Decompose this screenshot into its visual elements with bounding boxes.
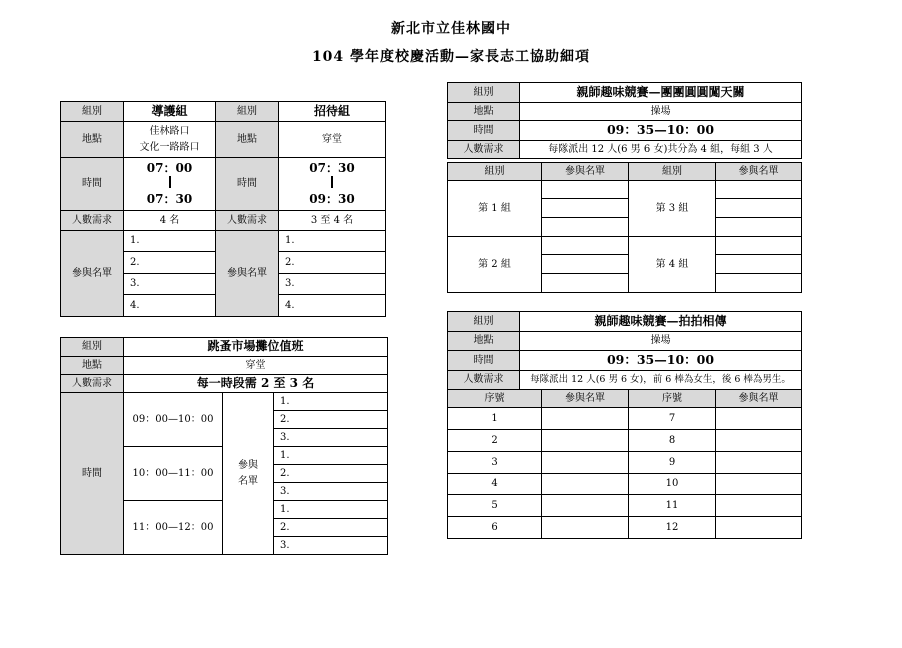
flea-list-item[interactable]: 3.	[274, 537, 388, 555]
game2-time: 09：35—10：00	[520, 351, 802, 371]
participant-slot[interactable]	[716, 452, 802, 474]
flea-slot-time: 11：00—12：00	[124, 501, 223, 555]
participant-slot[interactable]	[542, 452, 629, 474]
participant-slot[interactable]	[542, 517, 629, 539]
headcount-label: 人數需求	[61, 211, 124, 231]
participants-label: 參與名單	[716, 390, 802, 408]
seq-label: 序號	[448, 390, 542, 408]
guide-reception-table	[60, 101, 386, 317]
participant-slot[interactable]	[716, 517, 802, 539]
seq-number: 11	[629, 495, 716, 517]
participants-label: 參與名單	[716, 163, 802, 181]
game1-headcount: 每隊派出 12 人(6 男 6 女)共分為 4 組，每組 3 人	[520, 141, 802, 159]
time-label: 時間	[448, 351, 520, 371]
location-label: 地點	[448, 332, 520, 351]
seq-number: 6	[448, 517, 542, 539]
guide-list-item[interactable]: 2.	[124, 252, 216, 274]
participant-slot[interactable]	[542, 495, 629, 517]
reception-list-item[interactable]: 4.	[279, 295, 386, 317]
time-range-bar	[331, 176, 333, 188]
participant-slot[interactable]	[716, 408, 802, 430]
seq-number: 12	[629, 517, 716, 539]
group-label: 組別	[629, 163, 716, 181]
time-label: 時間	[216, 158, 279, 211]
reception-time-end: 09：30	[309, 192, 355, 206]
flea-headcount: 每一時段需 2 至 3 名	[124, 375, 388, 393]
group-label: 組別	[448, 83, 520, 103]
reception-group-name: 招待組	[279, 102, 386, 122]
game1-name: 親師趣味競賽—團團圓圓闖天關	[520, 83, 802, 103]
participant-slot[interactable]	[542, 199, 629, 218]
participant-slot[interactable]	[542, 408, 629, 430]
flea-slot-time: 09：00—10：00	[124, 393, 223, 447]
location-label: 地點	[61, 122, 124, 158]
game1-group-3: 第 3 組	[629, 181, 716, 237]
participants-label: 參與名單	[542, 163, 629, 181]
participant-slot[interactable]	[716, 255, 802, 274]
flea-list-item[interactable]: 1.	[274, 501, 388, 519]
guide-time	[124, 158, 216, 211]
flea-list-item[interactable]: 2.	[274, 411, 388, 429]
participants-label: 參與 名單	[223, 393, 274, 555]
group-label: 組別	[61, 338, 124, 357]
participant-slot[interactable]	[716, 181, 802, 199]
headcount-label: 人數需求	[61, 375, 124, 393]
game1-group-1: 第 1 組	[448, 181, 542, 237]
participant-slot[interactable]	[542, 430, 629, 452]
flea-group-name: 跳蚤市場攤位值班	[124, 338, 388, 357]
headcount-label: 人數需求	[448, 371, 520, 390]
flea-market-table	[60, 337, 388, 555]
location-label: 地點	[216, 122, 279, 158]
participant-slot[interactable]	[716, 430, 802, 452]
flea-list-item[interactable]: 1.	[274, 393, 388, 411]
guide-list-item[interactable]: 1.	[124, 231, 216, 252]
game1-table	[447, 82, 802, 159]
group-label: 組別	[61, 102, 124, 122]
participant-slot[interactable]	[542, 255, 629, 274]
game2-name: 親師趣味競賽—拍拍相傳	[520, 312, 802, 332]
time-label: 時間	[448, 121, 520, 141]
seq-number: 2	[448, 430, 542, 452]
game1-groups-table	[447, 162, 802, 293]
seq-number: 3	[448, 452, 542, 474]
time-range-bar	[169, 176, 171, 188]
participant-slot[interactable]	[542, 474, 629, 495]
time-label: 時間	[61, 393, 124, 555]
flea-list-item[interactable]: 2.	[274, 465, 388, 483]
flea-location: 穿堂	[124, 357, 388, 375]
participants-label: 參與名單	[542, 390, 629, 408]
document-title: 104 學年度校慶活動—家長志工協助細項	[311, 49, 591, 65]
seq-number: 1	[448, 408, 542, 430]
reception-time	[279, 158, 386, 211]
group-label: 組別	[448, 312, 520, 332]
seq-number: 10	[629, 474, 716, 495]
headcount-label: 人數需求	[448, 141, 520, 159]
game1-time: 09：35—10：00	[520, 121, 802, 141]
participants-label: 參與名單	[61, 231, 124, 317]
participant-slot[interactable]	[716, 274, 802, 293]
location-label: 地點	[448, 103, 520, 121]
seq-number: 7	[629, 408, 716, 430]
game2-seq-table	[447, 389, 802, 539]
reception-list-item[interactable]: 3.	[279, 274, 386, 295]
group-label: 組別	[216, 102, 279, 122]
participant-slot[interactable]	[716, 218, 802, 237]
flea-list-item[interactable]: 2.	[274, 519, 388, 537]
reception-location: 穿堂	[279, 122, 386, 158]
flea-list-item[interactable]: 3.	[274, 429, 388, 447]
guide-time-end: 07：30	[146, 192, 193, 206]
participant-slot[interactable]	[542, 274, 629, 293]
time-label: 時間	[61, 158, 124, 211]
seq-number: 8	[629, 430, 716, 452]
reception-list-item[interactable]: 1.	[279, 231, 386, 252]
seq-number: 5	[448, 495, 542, 517]
participant-slot[interactable]	[716, 474, 802, 495]
game2-table	[447, 311, 802, 390]
guide-location: 佳林路口 文化一路路口	[124, 122, 216, 158]
game1-location: 操場	[520, 103, 802, 121]
flea-list-item[interactable]: 3.	[274, 483, 388, 501]
game1-group-4: 第 4 組	[629, 237, 716, 293]
guide-list-item[interactable]: 3.	[124, 274, 216, 295]
participant-slot[interactable]	[716, 237, 802, 255]
guide-headcount: 4 名	[124, 211, 216, 231]
participant-slot[interactable]	[716, 199, 802, 218]
reception-time-start: 07：30	[309, 161, 355, 175]
seq-number: 9	[629, 452, 716, 474]
seq-number: 4	[448, 474, 542, 495]
guide-group-name: 導護組	[124, 102, 216, 122]
location-label: 地點	[61, 357, 124, 375]
participant-slot[interactable]	[542, 218, 629, 237]
participant-slot[interactable]	[542, 181, 629, 199]
headcount-label: 人數需求	[216, 211, 279, 231]
participant-slot[interactable]	[542, 237, 629, 255]
reception-list-item[interactable]: 2.	[279, 252, 386, 274]
seq-label: 序號	[629, 390, 716, 408]
participants-label: 參與名單	[216, 231, 279, 317]
school-name: 新北市立佳林國中	[391, 21, 511, 37]
game2-headcount: 每隊派出 12 人(6 男 6 女)，前 6 棒為女生，後 6 棒為男生。	[520, 371, 802, 390]
flea-list-item[interactable]: 1.	[274, 447, 388, 465]
guide-time-start: 07：00	[146, 161, 193, 175]
game1-group-2: 第 2 組	[448, 237, 542, 293]
participant-slot[interactable]	[716, 495, 802, 517]
guide-list-item[interactable]: 4.	[124, 295, 216, 317]
reception-headcount: 3 至 4 名	[279, 211, 386, 231]
group-label: 組別	[448, 163, 542, 181]
flea-slot-time: 10：00—11：00	[124, 447, 223, 501]
game2-location: 操場	[520, 332, 802, 351]
